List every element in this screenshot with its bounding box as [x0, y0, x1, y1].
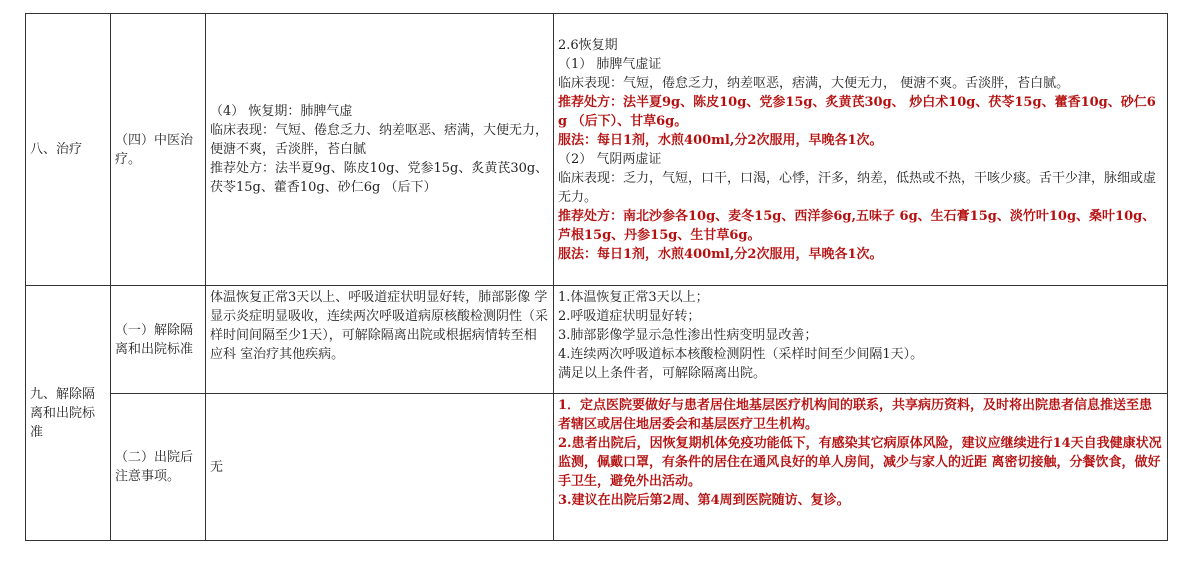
old-text-line: 无	[210, 459, 224, 475]
new-text-line: 2.呼吸道症状明显好转；	[558, 309, 701, 324]
new-text-line: 临床表现：气短，倦怠乏力，纳差呕恶，痞满，大便无力， 便溏不爽。舌淡胖，苔白腻。	[558, 75, 1070, 91]
new-text-line: 满足以上条件者，可解除隔离出院。	[558, 366, 767, 381]
old-text-line: 临床表现：气短、倦怠乏力、纳差呕恶、痞满，大便无力， 便溏不爽，舌淡胖，苔白腻	[210, 123, 549, 157]
section-cell: 八、治疗	[26, 14, 111, 286]
new-text-line-red: 服法：每日1剂，水煎400ml,分2次服用，早晚各1次。	[558, 132, 883, 148]
old-text-line: （4） 恢复期：肺脾气虚	[210, 104, 353, 119]
new-text-cell	[554, 14, 1168, 286]
new-text-line-red: 推荐处方：法半夏9g、陈皮10g、党参15g、炙黄芪30g、 炒白术10g、茯苓15g、藿香10g、砂仁6g （后下）、甘草6g。	[558, 94, 1156, 129]
old-text-cell	[206, 14, 554, 286]
new-text-line: 4.连续两次呼吸道标本核酸检测阴性（采样时间至少间隔1天）。	[558, 347, 924, 362]
new-text-line: 3.肺部影像学显示急性渗出性病变明显改善；	[558, 328, 818, 343]
old-text-line: 推荐处方：法半夏9g、陈皮10g、党参15g、炙黄芪30g、 茯苓15g、藿香10g、砂仁6g （后下）	[210, 161, 549, 195]
subsection-cell: （一）解除隔离和出院标准	[111, 286, 206, 394]
new-text-line: （2） 气阴两虚证	[558, 151, 662, 167]
subsection-cell: （二）出院后注意事项。	[111, 394, 206, 541]
new-text-line-red: 服法：每日1剂，水煎400ml,分2次服用，早晚各1次。	[558, 246, 883, 262]
new-text-line-red: 3.建议在出院后第2周、第4周到医院随访、复诊。	[558, 493, 850, 508]
old-text-cell	[206, 394, 554, 541]
new-text-line: 1.体温恢复正常3天以上；	[558, 290, 709, 305]
new-text-line-red: 1．定点医院要做好与患者居住地基层医疗机构间的联系，共享病历资料，及时将出院患者信息推送至患者辖区或居住地居委会和基层医疗卫生机构。	[558, 398, 1153, 432]
table-row	[26, 14, 1168, 286]
section-cell: 九、解除隔离和出院标准	[26, 286, 111, 541]
new-text-cell	[554, 394, 1168, 541]
comparison-table	[25, 13, 1168, 541]
table-row	[26, 394, 1168, 541]
new-text-line: 2.6恢复期	[558, 37, 618, 53]
new-text-cell	[554, 286, 1168, 394]
new-text-line-red: 2.患者出院后，因恢复期机体免疫功能低下，有感染其它病原体风险，建议应继续进行14天自我健康状况监测，佩戴口罩，有条件的居住在通风良好的单人房间，减少与家人的近距 离密切接触，分餐饮食，做好手卫生，避免外出活动。	[558, 436, 1162, 489]
subsection-cell: （四）中医治疗。	[111, 14, 206, 286]
new-text-line: （1） 肺脾气虚证	[558, 56, 662, 72]
old-text-cell	[206, 286, 554, 394]
table-row	[26, 286, 1168, 394]
old-text-line: 体温恢复正常3天以上、呼吸道症状明显好转，肺部影像 学显示炎症明显吸收，连续两次呼吸道病原核酸检测阴性（采 样时间间隔至少1天），可解除隔离出院或根据病情转至相应科 室治疗其他疾病。	[210, 290, 549, 362]
new-text-line-red: 推荐处方：南北沙参各10g、麦冬15g、西洋参6g,五味子 6g、生石膏15g、淡竹叶10g、桑叶10g、芦根15g、丹参15g、生甘草6g。	[558, 208, 1156, 243]
new-text-line: 临床表现：乏力，气短，口干，口渴，心悸，汗多，纳差，低热或不热，干咳少痰。舌干少津，脉细或虚无力。	[558, 170, 1157, 205]
